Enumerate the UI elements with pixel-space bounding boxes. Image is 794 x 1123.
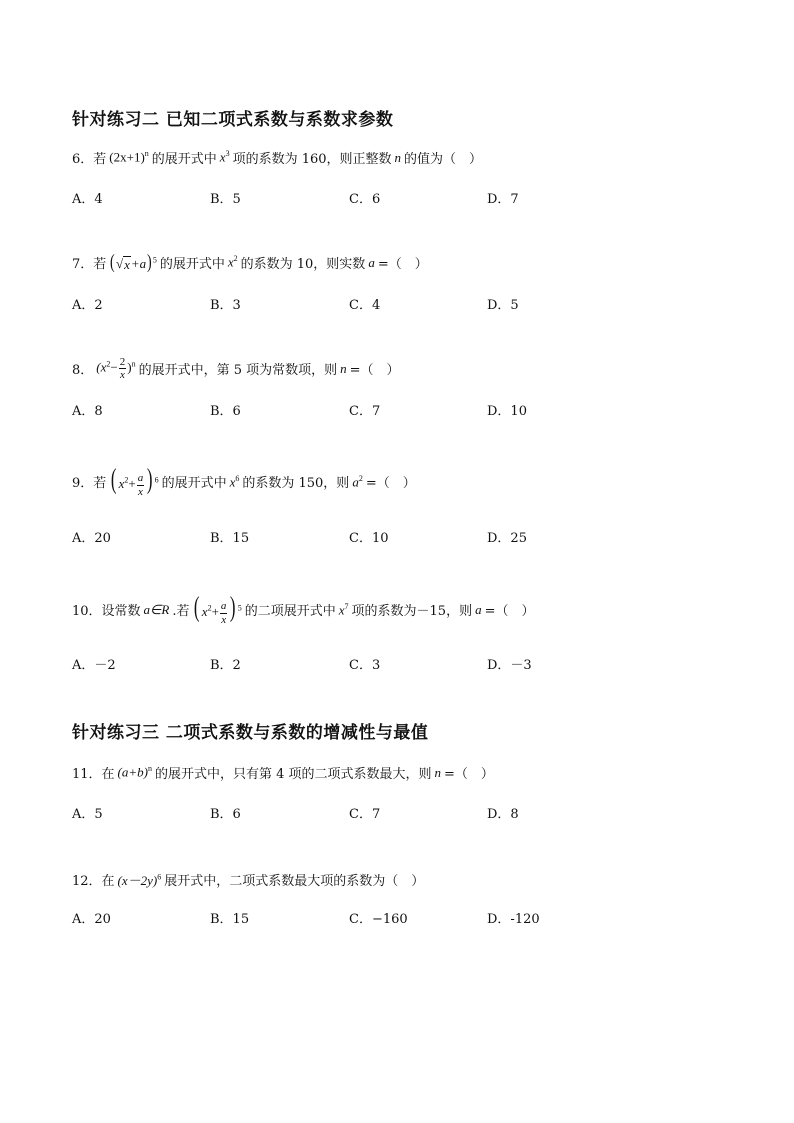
question-6-prefix: 6．若 [72, 152, 107, 167]
question-8-end: =（ ） [349, 363, 400, 379]
question-9-var: $a^2$ [352, 473, 363, 489]
question-10-tail: 项的系数为－15，则 [351, 604, 473, 620]
question-10-prefix: 10．设常数 [72, 604, 141, 620]
option-b[interactable]: B．3 [210, 298, 241, 313]
question-8 [72, 356, 400, 381]
question-7-mid: 的展开式中 [159, 257, 225, 272]
option-b[interactable]: B．15 [210, 912, 250, 927]
question-12-tail: 展开式中，二项式系数最大项的系数为（ ） [164, 874, 425, 889]
question-12-prefix: 12．在 [72, 874, 115, 889]
question-10 [72, 594, 534, 626]
option-b[interactable]: B．2 [210, 658, 241, 673]
question-10-expression: ( $x^2+$ $\frac{a}{x}$ ) $^5$ [194, 592, 242, 626]
option-b[interactable]: B．6 [210, 807, 241, 822]
question-10-condition: a∈R [143, 601, 170, 617]
question-10-end: =（ ） [484, 604, 535, 620]
question-6-term: $x^3$ [219, 149, 230, 165]
question-6-end: 的值为（ ） [404, 152, 483, 167]
question-9-tail: 的系数为 150，则 [242, 476, 350, 492]
question-7-term: $x^2$ [227, 254, 238, 270]
question-10-var: a [475, 601, 482, 617]
question-7-prefix: 7．若 [72, 257, 107, 272]
question-11-var: n [434, 764, 442, 780]
question-8-options [72, 400, 632, 418]
question-9-prefix: 9．若 [72, 476, 107, 492]
option-c[interactable]: C．10 [349, 531, 389, 546]
question-9-options [72, 527, 632, 545]
question-9-end: =（ ） [365, 476, 416, 492]
question-11-tail: 的展开式中，只有第 4 项的二项式系数最大，则 [154, 767, 432, 782]
option-b[interactable]: B．5 [210, 192, 241, 207]
option-c[interactable]: C．6 [349, 192, 381, 207]
question-6 [72, 148, 482, 167]
question-12 [72, 870, 424, 889]
question-8-tail: 的展开式中，第 5 项为常数项，则 [138, 363, 338, 379]
question-6-mid: 的展开式中 [151, 152, 217, 167]
question-10-mid: 的二项展开式中 [244, 604, 336, 620]
section-heading-2: 针对练习二 已知二项式系数与系数求参数 [72, 110, 394, 130]
option-d[interactable]: D．25 [487, 531, 527, 546]
option-b[interactable]: B．6 [210, 404, 241, 419]
section-heading-3: 针对练习三 二项式系数与系数的增减性与最值 [72, 723, 429, 743]
option-d[interactable]: D．-120 [487, 912, 540, 927]
question-6-expression: $(2x+1)^n$ [109, 149, 149, 165]
question-8-var: n [340, 360, 347, 376]
question-9-term: $x^6$ [229, 473, 240, 489]
option-a[interactable]: A．20 [72, 912, 111, 927]
question-7-options [72, 294, 632, 312]
option-d[interactable]: D．7 [487, 192, 519, 207]
question-7-end: =（ ） [377, 257, 428, 272]
question-7-var: a [368, 254, 375, 270]
option-d[interactable]: D．10 [487, 404, 527, 419]
question-8-expression: ($x^2-$ $\frac{2}{x}$ )$^n$ [96, 356, 136, 382]
option-c[interactable]: C．7 [349, 404, 381, 419]
option-d[interactable]: D．－3 [487, 658, 532, 673]
question-12-options [72, 908, 632, 926]
option-a[interactable]: A．4 [72, 192, 103, 207]
option-a[interactable]: A．－2 [72, 658, 116, 673]
question-10-dot: .若 [172, 604, 190, 620]
option-c[interactable]: C．7 [349, 807, 381, 822]
question-9 [72, 466, 416, 498]
question-7-tail: 的系数为 10，则实数 [240, 257, 366, 272]
option-b[interactable]: B．15 [210, 531, 250, 546]
question-11 [72, 763, 494, 782]
question-9-expression: ( $x^2+$ $\frac{a}{x}$ ) $^6$ [111, 464, 159, 498]
question-10-options [72, 654, 632, 672]
question-7 [72, 252, 428, 273]
question-11-expression: $(a+b)^n$ [117, 764, 152, 780]
option-a[interactable]: A．2 [72, 298, 103, 313]
option-a[interactable]: A．8 [72, 404, 103, 419]
question-8-prefix: 8． [72, 363, 94, 379]
question-10-term: $x^7$ [338, 601, 349, 617]
question-7-expression: ( √ x +a)$^5$ [110, 251, 157, 273]
option-a[interactable]: A．5 [72, 807, 103, 822]
question-6-var: n [394, 149, 402, 165]
option-d[interactable]: D．8 [487, 807, 519, 822]
question-6-options [72, 188, 632, 206]
option-a[interactable]: A．20 [72, 531, 111, 546]
option-c[interactable]: C．4 [349, 298, 381, 313]
question-6-tail: 项的系数为 160，则正整数 [232, 152, 392, 167]
question-11-options [72, 803, 632, 821]
option-d[interactable]: D．5 [487, 298, 519, 313]
option-c[interactable]: C．3 [349, 658, 381, 673]
question-9-mid: 的展开式中 [161, 476, 227, 492]
question-12-expression: $(x-2y)^6$ [117, 872, 162, 888]
question-11-prefix: 11．在 [72, 767, 115, 782]
option-c[interactable]: C．−160 [349, 912, 408, 927]
question-11-end: =（ ） [444, 767, 494, 782]
